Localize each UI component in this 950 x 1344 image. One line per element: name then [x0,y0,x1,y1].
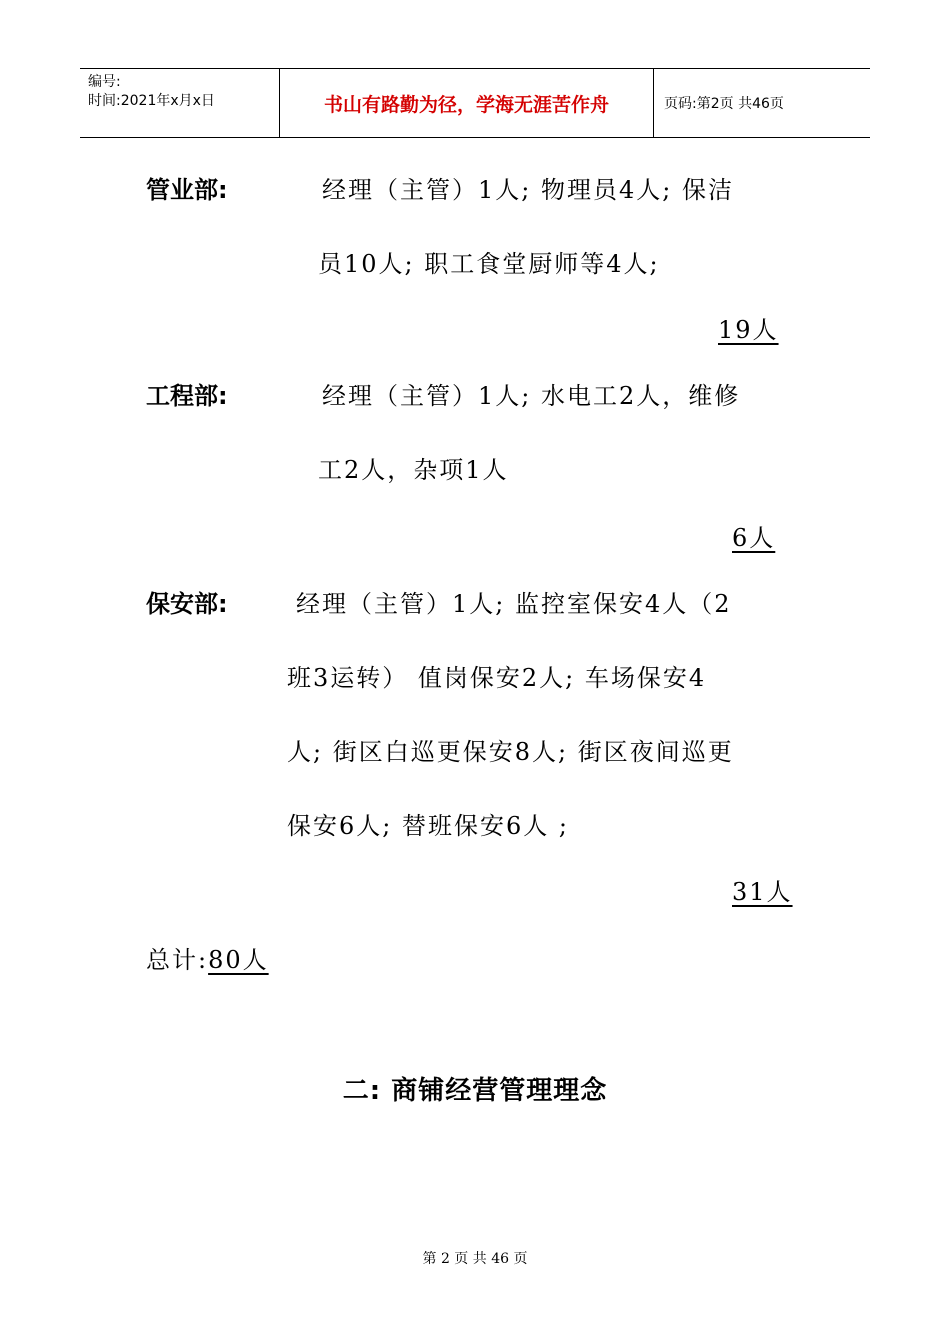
dept-engineering-subtotal: 6人 [732,524,776,552]
document-number-label: 编号: [88,74,121,90]
total-line [146,940,269,975]
section-title: 二: 商铺经营管理理念 [342,1076,608,1106]
dept-security-line4: 保安6人; 替班保安6人 ; [287,812,569,840]
document-date: 时间:2021年x月x日 [88,93,215,109]
dept-engineering-line1: 经理（主管）1人; 水电工2人，维修 [322,382,741,410]
dept-management-subtotal: 19人 [718,316,779,344]
dept-security-line3: 人; 街区白巡更保安8人; 街区夜间巡更 [287,738,734,766]
page-footer: 第 2 页 共 46 页 [422,1251,528,1267]
header-motto: 书山有路勤为径，学海无涯苦作舟 [280,69,654,137]
dept-label-management: 管业部: [146,176,228,204]
header-meta [80,69,280,137]
dept-label-engineering: 工程部: [146,382,228,410]
dept-management-line2: 员10人; 职工食堂厨师等4人; [318,250,660,278]
dept-label-security: 保安部: [146,590,228,618]
total-label: 总计: [146,946,209,974]
dept-engineering-line2: 工2人，杂项1人 [318,456,509,484]
dept-security-line2: 班3运转） 值岗保安2人; 车场保安4 [287,664,707,692]
dept-security-subtotal: 31人 [732,878,793,906]
header-page-info: 页码:第2页 共46页 [664,96,784,112]
dept-management-line1: 经理（主管）1人; 物理员4人; 保洁 [322,176,734,204]
dept-security-line1: 经理（主管）1人; 监控室保安4人（2 [296,590,732,618]
total-value: 80人 [208,946,269,974]
page-header [80,68,870,138]
